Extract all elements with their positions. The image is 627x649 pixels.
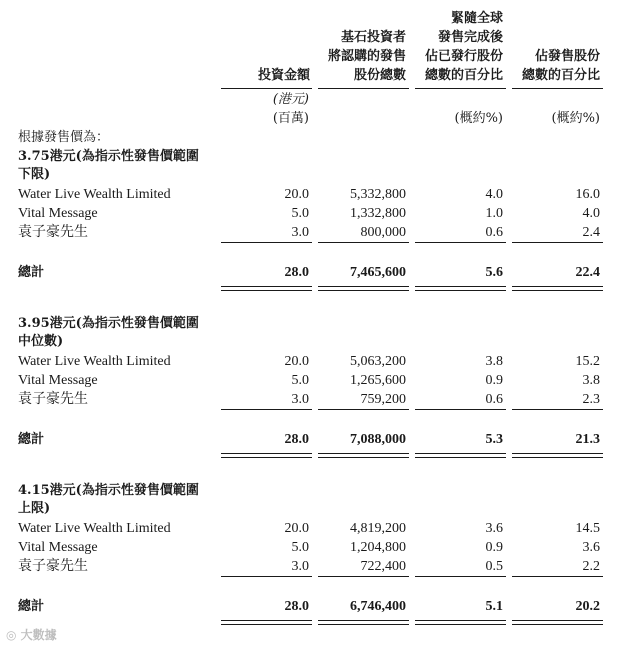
total-double-rule bbox=[318, 620, 409, 625]
table-cell: 5,063,200 bbox=[350, 354, 406, 369]
table-cell: 3.8 bbox=[582, 373, 600, 388]
total-cell: 7,465,600 bbox=[350, 265, 406, 280]
header-underline bbox=[318, 88, 409, 89]
investor-name: Vital Message bbox=[18, 206, 98, 221]
table-cell: 3.0 bbox=[291, 559, 309, 574]
header-underline bbox=[415, 88, 506, 89]
table-cell: 14.5 bbox=[575, 521, 600, 536]
unit-millions: (百萬) bbox=[272, 111, 309, 126]
section-title-cont: 中位數) bbox=[18, 334, 64, 349]
total-double-rule bbox=[221, 286, 312, 291]
total-double-rule bbox=[512, 286, 603, 291]
unit-pct-offer: (概約%) bbox=[551, 111, 600, 126]
header-pct-after-line1: 緊隨全球 bbox=[450, 11, 503, 26]
header-pct-after-line4: 總數的百分比 bbox=[424, 68, 503, 83]
table-cell: 5.0 bbox=[291, 540, 309, 555]
section-title: 3.75港元(為指示性發售價範圍 bbox=[18, 149, 199, 164]
table-cell: 0.6 bbox=[485, 392, 503, 407]
table-cell: 4.0 bbox=[582, 206, 600, 221]
total-cell: 22.4 bbox=[575, 265, 600, 280]
watermark-text: 大數據 bbox=[20, 628, 57, 642]
intro-text: 根據發售價為： bbox=[18, 130, 110, 145]
total-label: 總計 bbox=[18, 599, 45, 614]
table-cell: 0.9 bbox=[485, 540, 503, 555]
subtotal-rule bbox=[512, 409, 603, 410]
weibo-icon: ◎ bbox=[6, 628, 17, 642]
watermark-logo bbox=[6, 626, 57, 643]
header-shares-line1: 基石投資者 bbox=[340, 30, 406, 45]
subtotal-rule bbox=[221, 242, 312, 243]
total-double-rule bbox=[415, 620, 506, 625]
investor-name: Water Live Wealth Limited bbox=[18, 187, 171, 202]
subtotal-rule bbox=[318, 242, 409, 243]
table-cell: 1,204,800 bbox=[350, 540, 406, 555]
table-cell: 15.2 bbox=[575, 354, 600, 369]
header-pct-offer-line2: 總數的百分比 bbox=[521, 68, 600, 83]
total-cell: 20.2 bbox=[575, 599, 600, 614]
table-cell: 16.0 bbox=[575, 187, 600, 202]
header-underline bbox=[512, 88, 603, 89]
table-cell: 2.2 bbox=[582, 559, 600, 574]
section-title-cont: 下限) bbox=[18, 167, 51, 182]
total-cell: 28.0 bbox=[284, 599, 309, 614]
subtotal-rule bbox=[221, 576, 312, 577]
total-double-rule bbox=[415, 286, 506, 291]
table-cell: 1,265,600 bbox=[350, 373, 406, 388]
subtotal-rule bbox=[512, 576, 603, 577]
total-double-rule bbox=[221, 620, 312, 625]
unit-hkd: (港元) bbox=[272, 92, 309, 107]
total-double-rule bbox=[512, 620, 603, 625]
investor-name: Vital Message bbox=[18, 540, 98, 555]
table-cell: 4.0 bbox=[485, 187, 503, 202]
subtotal-rule bbox=[512, 242, 603, 243]
total-double-rule bbox=[221, 453, 312, 458]
table-cell: 0.9 bbox=[485, 373, 503, 388]
total-cell: 6,746,400 bbox=[350, 599, 406, 614]
investor-name: Water Live Wealth Limited bbox=[18, 521, 171, 536]
investor-name: 袁子豪先生 bbox=[18, 559, 88, 574]
total-cell: 5.6 bbox=[485, 265, 503, 280]
table-cell: 4,819,200 bbox=[350, 521, 406, 536]
subtotal-rule bbox=[415, 409, 506, 410]
total-cell: 28.0 bbox=[284, 432, 309, 447]
table-cell: 5,332,800 bbox=[350, 187, 406, 202]
total-double-rule bbox=[512, 453, 603, 458]
table-cell: 3.0 bbox=[291, 392, 309, 407]
table-cell: 3.6 bbox=[485, 521, 503, 536]
table-cell: 722,400 bbox=[360, 559, 406, 574]
table-cell: 759,200 bbox=[360, 392, 406, 407]
header-shares-line3: 股份總數 bbox=[353, 68, 406, 83]
header-pct-after-line2: 發售完成後 bbox=[437, 30, 503, 45]
table-cell: 800,000 bbox=[360, 225, 406, 240]
header-pct-offer-line1: 佔發售股份 bbox=[534, 49, 600, 64]
total-cell: 5.3 bbox=[485, 432, 503, 447]
table-cell: 2.4 bbox=[582, 225, 600, 240]
header-investment-amount: 投資金額 bbox=[257, 68, 310, 83]
header-underline bbox=[221, 88, 312, 89]
table-cell: 5.0 bbox=[291, 206, 309, 221]
header-shares-line2: 將認購的發售 bbox=[327, 49, 406, 64]
total-cell: 7,088,000 bbox=[350, 432, 406, 447]
total-label: 總計 bbox=[18, 432, 45, 447]
table-cell: 3.6 bbox=[582, 540, 600, 555]
table-cell: 3.8 bbox=[485, 354, 503, 369]
investor-name: 袁子豪先生 bbox=[18, 225, 88, 240]
table-cell: 0.5 bbox=[485, 559, 503, 574]
investor-name: Water Live Wealth Limited bbox=[18, 354, 171, 369]
investor-name: 袁子豪先生 bbox=[18, 392, 88, 407]
total-double-rule bbox=[415, 453, 506, 458]
subtotal-rule bbox=[318, 409, 409, 410]
section-title: 4.15港元(為指示性發售價範圍 bbox=[18, 483, 199, 498]
table-cell: 3.0 bbox=[291, 225, 309, 240]
table-cell: 0.6 bbox=[485, 225, 503, 240]
total-cell: 28.0 bbox=[284, 265, 309, 280]
total-cell: 5.1 bbox=[485, 599, 503, 614]
table-cell: 20.0 bbox=[284, 354, 309, 369]
total-cell: 21.3 bbox=[575, 432, 600, 447]
subtotal-rule bbox=[415, 242, 506, 243]
table-cell: 20.0 bbox=[284, 521, 309, 536]
table-cell: 5.0 bbox=[291, 373, 309, 388]
total-label: 總計 bbox=[18, 265, 45, 280]
section-title-cont: 上限) bbox=[18, 501, 51, 516]
unit-pct-after: (概約%) bbox=[454, 111, 503, 126]
table-cell: 20.0 bbox=[284, 187, 309, 202]
table-cell: 2.3 bbox=[582, 392, 600, 407]
investor-name: Vital Message bbox=[18, 373, 98, 388]
subtotal-rule bbox=[221, 409, 312, 410]
total-double-rule bbox=[318, 286, 409, 291]
subtotal-rule bbox=[318, 576, 409, 577]
section-title: 3.95港元(為指示性發售價範圍 bbox=[18, 316, 199, 331]
subtotal-rule bbox=[415, 576, 506, 577]
total-double-rule bbox=[318, 453, 409, 458]
header-pct-after-line3: 佔已發行股份 bbox=[424, 49, 503, 64]
table-cell: 1,332,800 bbox=[350, 206, 406, 221]
table-cell: 1.0 bbox=[485, 206, 503, 221]
